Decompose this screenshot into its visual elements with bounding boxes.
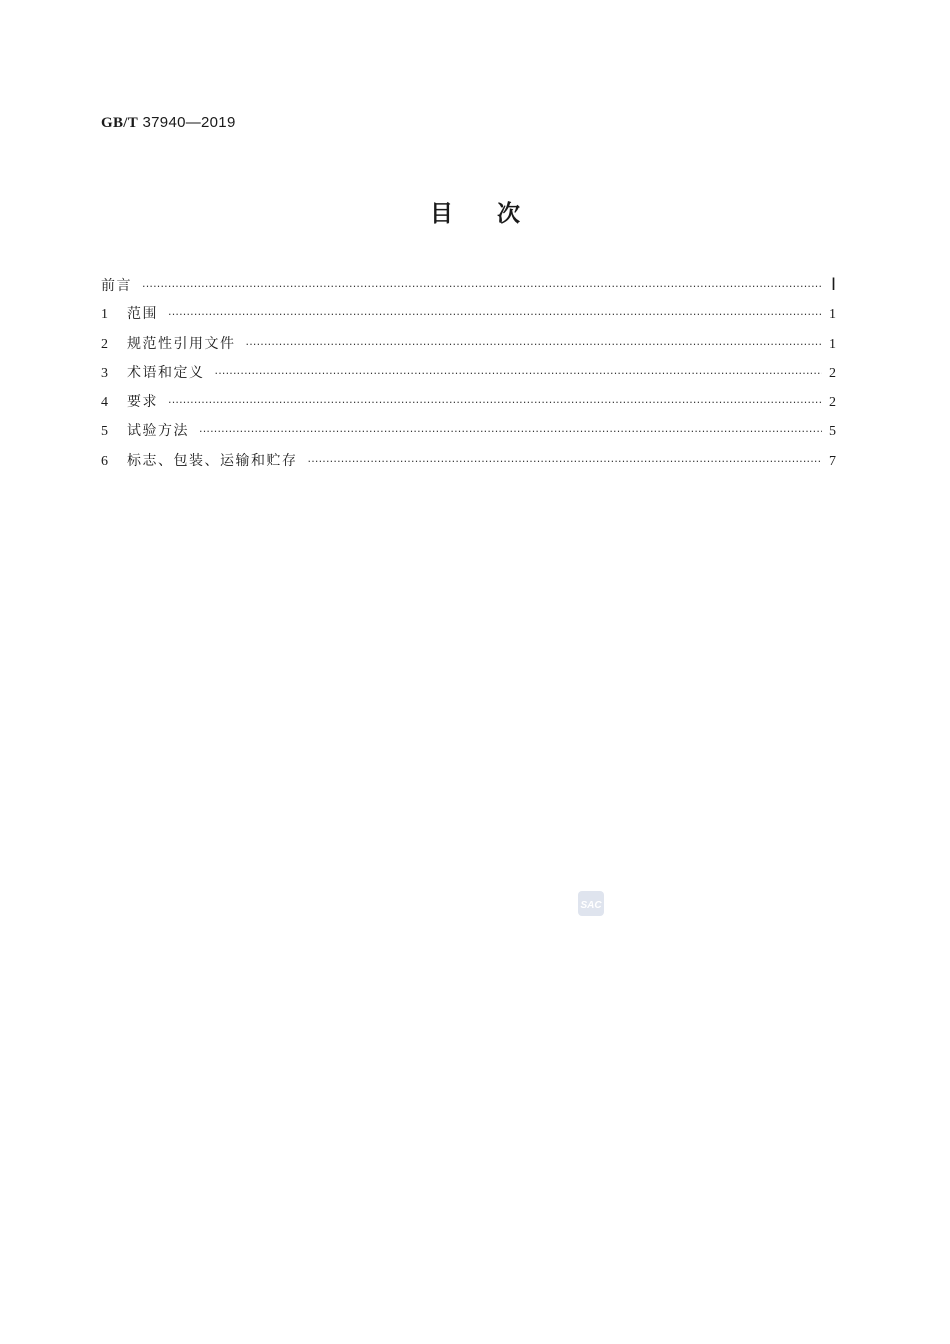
page-title (0, 195, 950, 228)
toc-entry-number: 2 (101, 336, 108, 352)
standard-number-header (101, 114, 236, 132)
sac-watermark-logo (578, 891, 604, 916)
toc-dot-leader (199, 421, 822, 443)
toc-entry-terms-definitions[interactable] (101, 362, 836, 391)
toc-entry-test-methods[interactable] (101, 420, 836, 449)
sac-logo-icon (579, 898, 603, 910)
toc-page-number: 5 (829, 424, 836, 440)
toc-dot-leader (215, 363, 823, 385)
toc-page-number: 2 (829, 365, 836, 381)
toc-entry-marking-packaging[interactable] (101, 450, 836, 479)
toc-dot-leader (246, 334, 823, 356)
toc-dot-leader (142, 276, 822, 298)
toc-page-number: 1 (829, 336, 836, 352)
toc-entry-label: 标志、包装、运输和贮存 (127, 452, 298, 469)
standard-code: GB/T (101, 115, 139, 131)
toc-entry-label: 试验方法 (127, 423, 189, 440)
toc-entry-label: 范围 (127, 306, 158, 323)
toc-entry-number: 5 (101, 424, 108, 440)
toc-entry-scope[interactable] (101, 303, 836, 332)
title-char-2: 次 (497, 201, 520, 227)
toc-dot-leader (168, 304, 822, 326)
table-of-contents (101, 274, 836, 479)
toc-entry-label: 规范性引用文件 (127, 335, 236, 352)
toc-dot-leader (168, 392, 822, 414)
toc-entry-number: 4 (101, 395, 108, 411)
standard-number: 37940—2019 (142, 114, 236, 131)
toc-page-number: 1 (829, 307, 836, 323)
toc-entry-requirements[interactable] (101, 391, 836, 420)
toc-page-number: Ⅰ (830, 275, 836, 294)
toc-page-number: 7 (829, 453, 836, 469)
title-char-1: 目 (430, 201, 453, 227)
toc-dot-leader (308, 451, 823, 473)
toc-entry-label: 术语和定义 (127, 364, 205, 381)
svg-text:SAC: SAC (580, 899, 602, 910)
toc-entry-number: 6 (101, 453, 108, 469)
toc-page-number: 2 (829, 395, 836, 411)
toc-entry-foreword[interactable] (101, 274, 836, 303)
toc-entry-label: 要求 (127, 394, 158, 411)
toc-entry-normative-references[interactable] (101, 333, 836, 362)
toc-entry-label: 前言 (101, 278, 132, 294)
toc-entry-number: 3 (101, 365, 108, 381)
toc-entry-number: 1 (101, 307, 108, 323)
